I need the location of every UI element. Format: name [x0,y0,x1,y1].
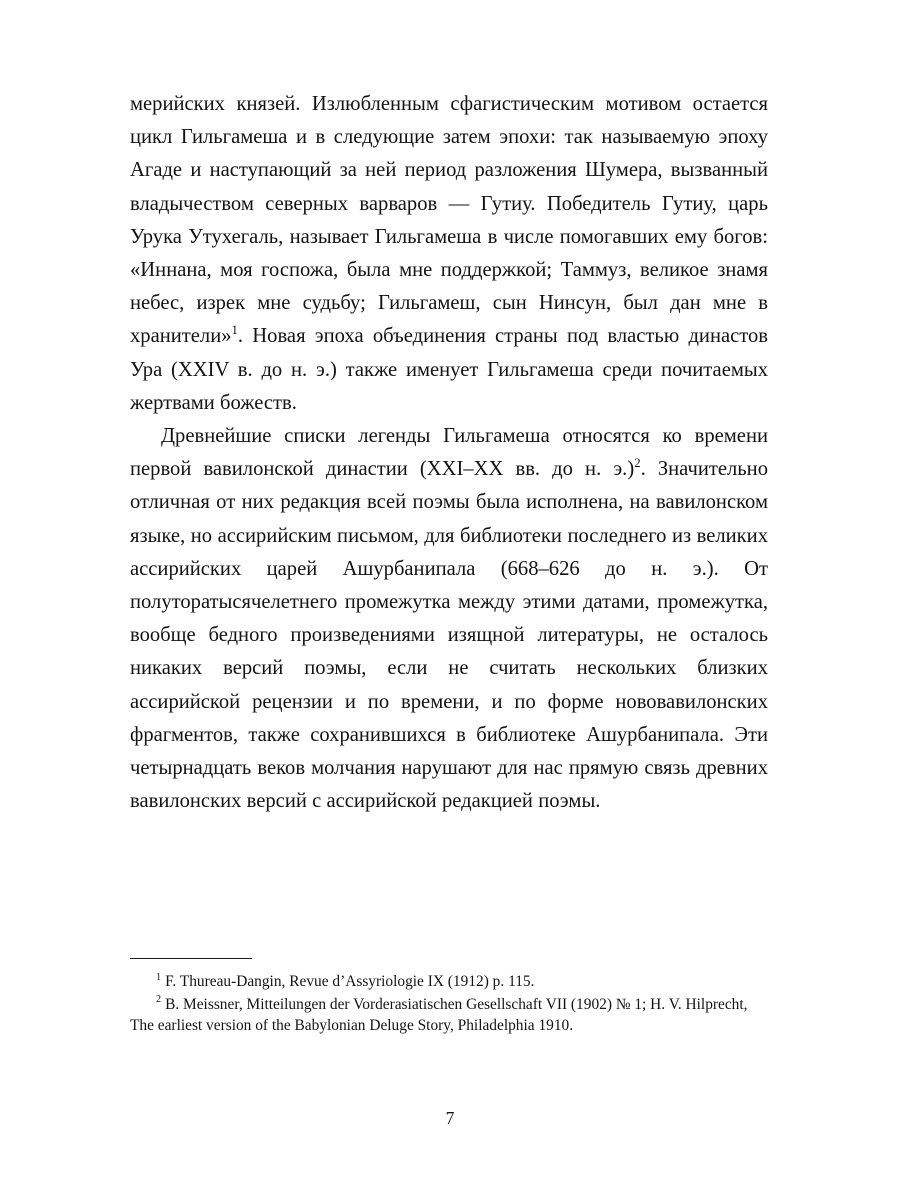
footnote-text: B. Meissner, Mitteilungen der Vorderasiatischen Gesellschaft VII (1902) № 1; H. V. Hilprecht, The earliest version of the Babylonian Deluge Story, Philadelphia 1910. [130,995,748,1035]
footnote-reference[interactable]: 2 [634,456,641,471]
body-text-run: мерийских князей. Излюбленным сфагистическим мотивом остается цикл Гильгамеша и в следующие затем эпохи: так называемую эпоху Агаде и наступающий за ней период разложения Шумера, вызванный владычеством северных варваров — Гутиу. Победитель Гутиу, царь Урука Утухегаль, называет Гильгамеша в числе помогавших ему богов: «Иннана, моя госпожа, была мне поддержкой; Таммуз, великое знамя небес, изрек мне судьбу; Гильгамеш, сын Нинсун, был дан мне в хранители» [130,93,768,348]
footnote-list [130,971,768,1037]
footnote-separator-rule [130,958,252,959]
body-text-block [130,88,768,818]
page-number: 7 [445,1108,455,1128]
footnote-item [130,994,768,1037]
footnote-reference[interactable]: 1 [231,323,238,338]
body-paragraph [130,88,768,420]
footnote-marker: 2 [156,994,162,1006]
body-text-run: . Значительно отличная от них редакция всей поэмы была исполнена, на вавилонском языке, но ассирийским письмом, для библиотеки последнего из великих ассирийских царей Ашурбанипала (668–626 до н. э.). От полуторатысячелетнего промежутка между этими датами, промежутка, вообще бедного произведениями изящной литературы, не осталось никаких версий поэмы, если не считать нескольких близких ассирийской рецензии и по времени, и по форме нововавилонских фрагментов, также сохранившихся в библиотеке Ашурбанипала. Эти четырнадцать веков молчания нарушают для нас прямую связь древних вавилонских версий с ассирийской редакцией поэмы. [130,458,768,813]
footnote-marker: 1 [156,971,162,983]
body-text-run: Древнейшие списки легенды Гильгамеша относятся ко времени первой вавилонской династии (XXI–XX вв. до н. э.) [130,425,768,481]
body-paragraph [130,420,768,818]
body-text-run: . Новая эпоха объединения страны под властью династов Ура (XXIV в. до н. э.) также именует Гильгамеша среди почитаемых жертвами божеств. [130,325,768,414]
footnote-item [130,971,768,993]
footnote-section [130,958,768,1037]
footnote-text: F. Thureau-Dangin, Revue d’Assyriologie IX (1912) p. 115. [165,973,535,990]
